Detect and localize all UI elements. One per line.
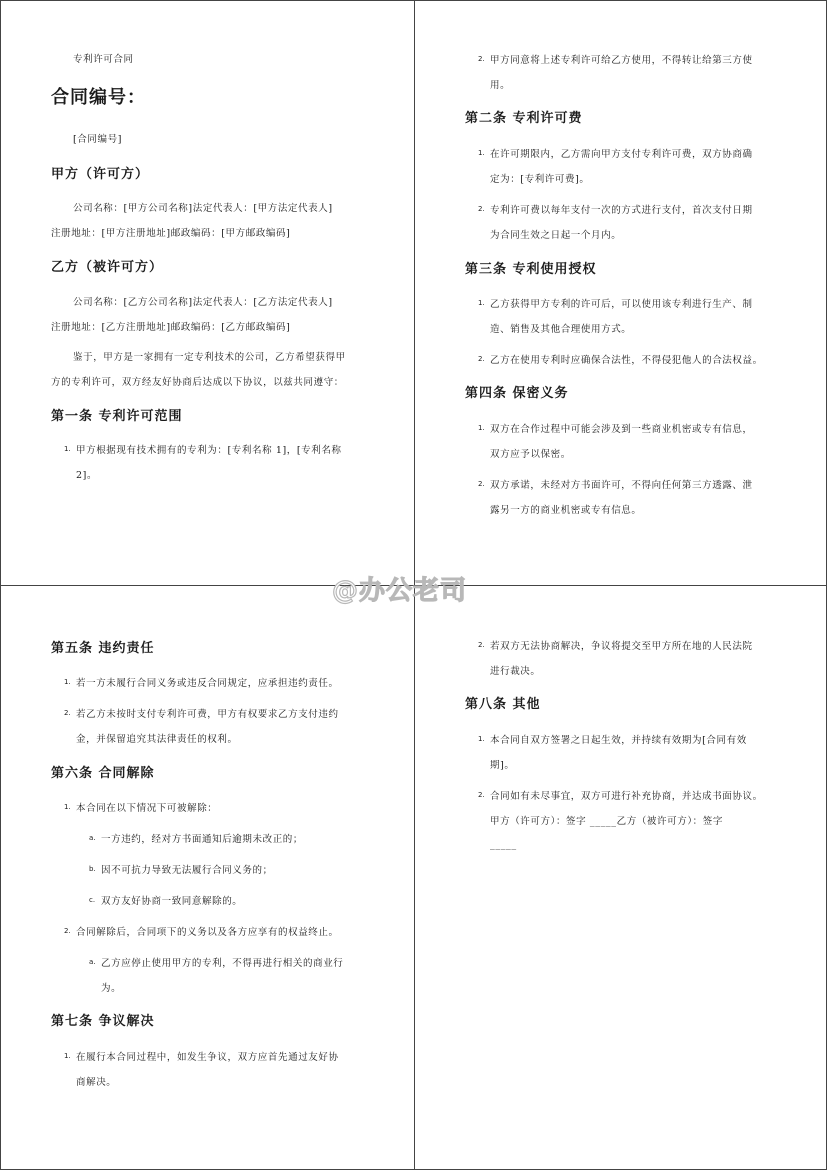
article-3-item-2-line-1: 乙方在使用专利时应确保合法性，不得侵犯他人的合法权益。 xyxy=(490,355,763,366)
list-number: 2. xyxy=(478,205,485,213)
article-8-title: 第八条 其他 xyxy=(465,697,541,712)
article-7-item-2-line-2: 进行裁决。 xyxy=(490,666,541,677)
signature-line-2: _____ xyxy=(490,839,517,850)
list-number: 2. xyxy=(478,480,485,488)
article-1-item-2-line-2: 用。 xyxy=(490,80,511,91)
party-b-line-1: 公司名称：[乙方公司名称]法定代表人：[乙方法定代表人] xyxy=(73,297,333,308)
article-6-sub-b: 因不可抗力导致无法履行合同义务的； xyxy=(101,865,273,876)
document-page-3 xyxy=(0,585,415,1170)
article-1-title: 第一条 专利许可范围 xyxy=(51,409,183,424)
list-number: 2. xyxy=(64,709,71,717)
list-number: 1. xyxy=(64,1052,71,1060)
article-8-item-1-line-2: 期]。 xyxy=(490,760,515,771)
list-letter: a. xyxy=(89,834,96,842)
party-a-title: 甲方（许可方） xyxy=(51,167,150,182)
list-number: 1. xyxy=(64,803,71,811)
party-a-line-1: 公司名称：[甲方公司名称]法定代表人：[甲方法定代表人] xyxy=(73,203,333,214)
article-5-item-2-line-1: 若乙方未按时支付专利许可费，甲方有权要求乙方支付违约 xyxy=(76,709,339,720)
article-2-item-1-line-2: 定为：[专利许可费]。 xyxy=(490,174,590,185)
preamble-line-2: 方的专利许可，双方经友好协商后达成以下协议，以兹共同遵守： xyxy=(51,377,344,388)
article-4-item-1-line-2: 双方应予以保密。 xyxy=(490,449,571,460)
list-number: 1. xyxy=(478,735,485,743)
article-5-item-2-line-2: 金，并保留追究其法律责任的权利。 xyxy=(76,734,238,745)
list-number: 1. xyxy=(478,424,485,432)
article-6-item-2-sub-a-line-1: 乙方应停止使用甲方的专利，不得再进行相关的商业行 xyxy=(101,958,344,969)
article-5-item-1-line-1: 若一方未履行合同义务或违反合同规定，应承担违约责任。 xyxy=(76,678,339,689)
list-number: 1. xyxy=(64,445,71,453)
article-3-title: 第三条 专利使用授权 xyxy=(465,262,597,277)
signature-line-1: 甲方（许可方）：签字 _____乙方（被许可方）：签字 xyxy=(490,816,723,827)
article-3-item-1-line-1: 乙方获得甲方专利的许可后，可以使用该专利进行生产、制 xyxy=(490,299,753,310)
article-6-item-1-line-1: 本合同在以下情况下可被解除： xyxy=(76,803,218,814)
article-1-item-1-line-1: 甲方根据现有技术拥有的专利为：[专利名称 1]，[专利名称 xyxy=(76,445,342,456)
list-number: 2. xyxy=(478,791,485,799)
article-2-item-1-line-1: 在许可期限内，乙方需向甲方支付专利许可费，双方协商确 xyxy=(490,149,753,160)
article-8-item-1-line-1: 本合同自双方签署之日起生效，并持续有效期为[合同有效 xyxy=(490,735,747,746)
document-page-4 xyxy=(414,585,827,1170)
article-4-item-2-line-1: 双方承诺，未经对方书面许可，不得向任何第三方透露、泄 xyxy=(490,480,753,491)
article-3-item-1-line-2: 造、销售及其他合理使用方式。 xyxy=(490,324,632,335)
article-6-sub-c: 双方友好协商一致同意解除的。 xyxy=(101,896,243,907)
list-number: 1. xyxy=(478,149,485,157)
party-b-line-2: 注册地址：[乙方注册地址]邮政编码：[乙方邮政编码] xyxy=(51,322,291,333)
page-header: 专利许可合同 xyxy=(73,54,134,65)
article-7-title: 第七条 争议解决 xyxy=(51,1014,155,1029)
list-letter: b. xyxy=(89,865,96,873)
list-letter: a. xyxy=(89,958,96,966)
list-number: 2. xyxy=(478,55,485,63)
article-4-title: 第四条 保密义务 xyxy=(465,386,569,401)
article-4-item-1-line-1: 双方在合作过程中可能会涉及到一些商业机密或专有信息， xyxy=(490,424,753,435)
list-number: 2. xyxy=(478,641,485,649)
contract-number-field: [合同编号] xyxy=(73,134,123,145)
party-a-line-2: 注册地址：[甲方注册地址]邮政编码：[甲方邮政编码] xyxy=(51,228,291,239)
article-1-item-2-line-1: 甲方同意将上述专利许可给乙方使用，不得转让给第三方使 xyxy=(490,55,753,66)
article-8-item-2-line-1: 合同如有未尽事宜，双方可进行补充协商，并达成书面协议。 xyxy=(490,791,763,802)
list-letter: c. xyxy=(89,896,96,904)
list-number: 1. xyxy=(64,678,71,686)
watermark: @办公老司 xyxy=(332,576,468,606)
article-7-item-1-line-2: 商解决。 xyxy=(76,1077,117,1088)
document-page-2 xyxy=(414,0,827,586)
article-6-title: 第六条 合同解除 xyxy=(51,766,155,781)
list-number: 2. xyxy=(478,355,485,363)
article-2-item-2-line-1: 专利许可费以每年支付一次的方式进行支付，首次支付日期 xyxy=(490,205,753,216)
article-4-item-2-line-2: 露另一方的商业机密或专有信息。 xyxy=(490,505,642,516)
preamble-line-1: 鉴于，甲方是一家拥有一定专利技术的公司，乙方希望获得甲 xyxy=(73,352,346,363)
list-number: 1. xyxy=(478,299,485,307)
list-number: 2. xyxy=(64,927,71,935)
article-6-sub-a: 一方违约，经对方书面通知后逾期未改正的； xyxy=(101,834,304,845)
article-6-item-2-line-1: 合同解除后，合同项下的义务以及各方应享有的权益终止。 xyxy=(76,927,339,938)
article-5-title: 第五条 违约责任 xyxy=(51,641,155,656)
article-6-item-2-sub-a-line-2: 为。 xyxy=(101,983,122,994)
article-7-item-2-line-1: 若双方无法协商解决，争议将提交至甲方所在地的人民法院 xyxy=(490,641,753,652)
document-page-1 xyxy=(0,0,415,586)
article-1-item-1-line-2: 2]。 xyxy=(76,470,98,481)
contract-number-title: 合同编号： xyxy=(51,87,146,108)
article-2-title: 第二条 专利许可费 xyxy=(465,111,583,126)
party-b-title: 乙方（被许可方） xyxy=(51,260,164,275)
article-2-item-2-line-2: 为合同生效之日起一个月内。 xyxy=(490,230,622,241)
article-7-item-1-line-1: 在履行本合同过程中，如发生争议，双方应首先通过友好协 xyxy=(76,1052,339,1063)
